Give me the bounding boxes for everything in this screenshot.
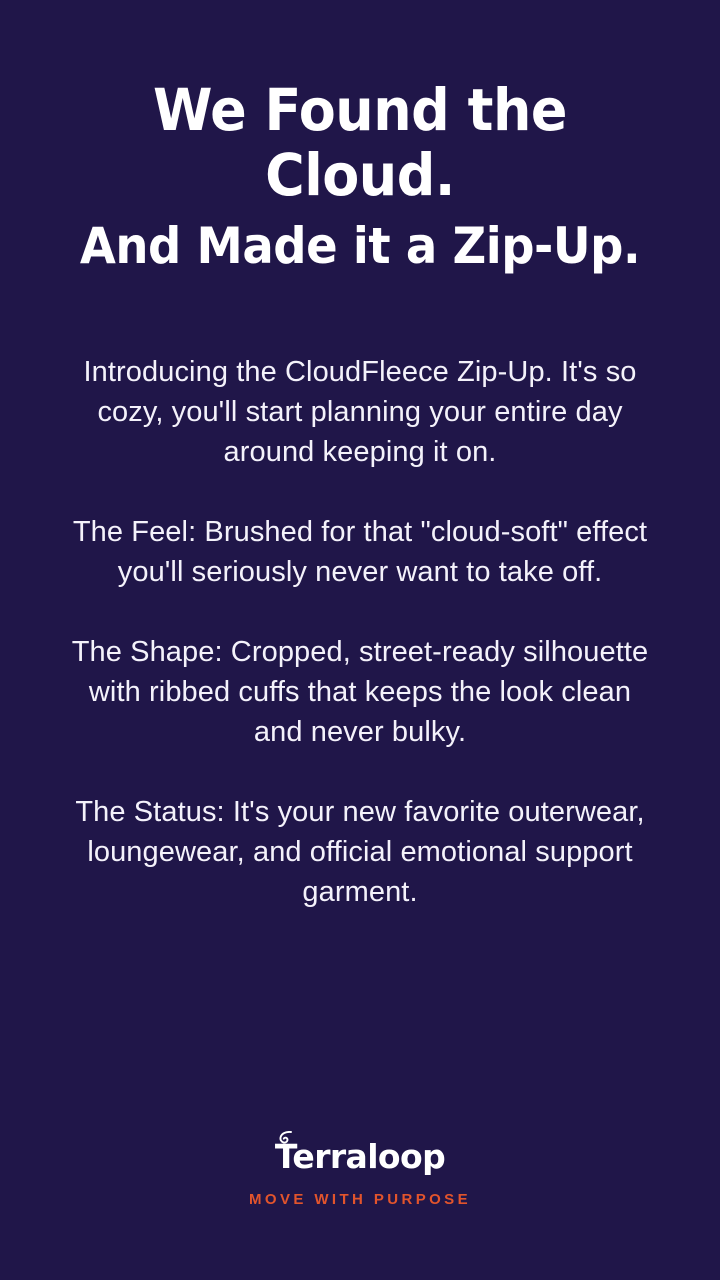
brand-tagline: MOVE WITH PURPOSE (249, 1191, 471, 1208)
body-copy (64, 352, 656, 912)
leaf-swirl-icon (279, 1131, 292, 1144)
headline-line-2: And Made it a Zip-Up. (79, 216, 641, 275)
headline-line-1: We Found the Cloud. (152, 76, 568, 209)
body-paragraph: The Shape: Cropped, street-ready silhouette with ribbed cuffs that keeps the look clean and never bulky. (71, 635, 649, 748)
body-paragraph: The Feel: Brushed for that "cloud-soft" effect you'll seriously never want to take off. (72, 515, 648, 588)
body-paragraph: The Status: It's your new favorite outerwear, loungewear, and official emotional support garment. (75, 795, 645, 908)
brand-name: Terraloop (274, 1137, 446, 1176)
headline-block (40, 78, 680, 274)
footer (0, 1137, 720, 1208)
brand-logo (274, 1137, 446, 1176)
body-paragraph: Introducing the CloudFleece Zip-Up. It's so cozy, you'll start planning your entire day around keeping it on. (83, 355, 637, 468)
